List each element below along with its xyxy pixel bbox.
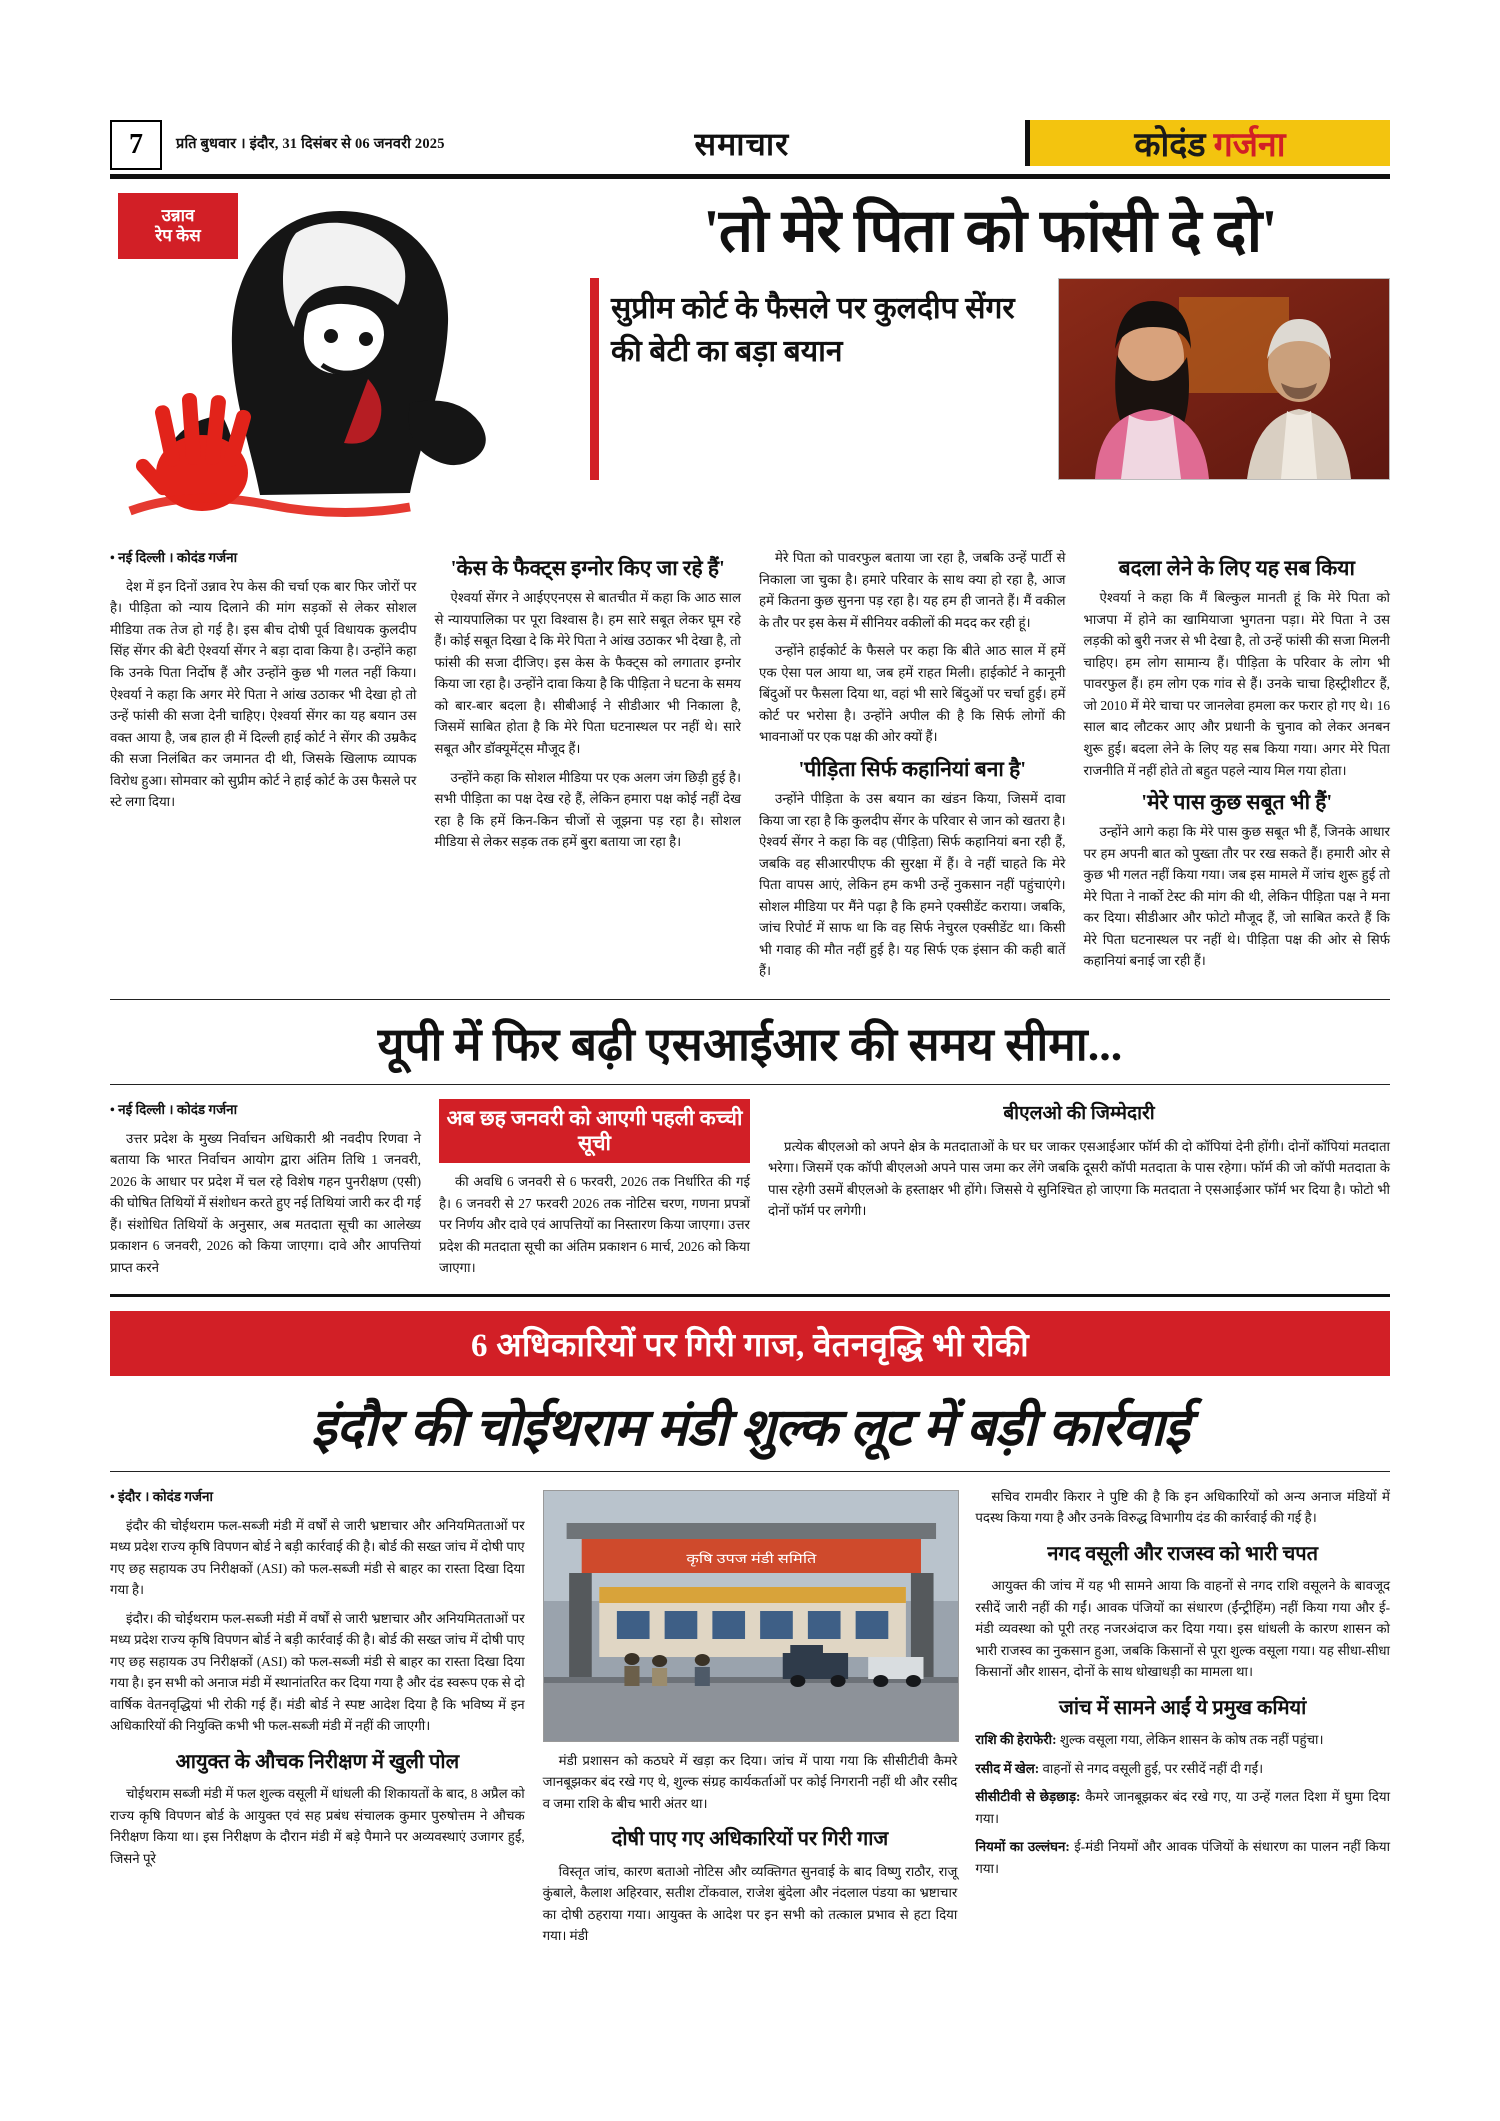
story2-column-3 <box>768 1099 1390 1286</box>
story3-bullet-2-text: वाहनों से नगद वसूली हुई, पर रसीदें नहीं दी गईं। <box>1042 1760 1264 1776</box>
divider-4 <box>110 1471 1390 1472</box>
lead-col2-p1: ऐश्वर्या सेंगर ने आईएएनएस से बातचीत में कहा कि आठ साल से न्यायपालिका पर पूरा विश्वास है। हम सारे सबूत लेकर घूम रहे हैं। कोई सबूत दिखा दे कि मेरे पिता ने आंख उठाकर भी देखा है, तो फांसी की सजा दीजिए। इस केस के फैक्ट्स को लगातार इग्नोर किया जा रहा है। उन्होंने दावा किया है कि पीड़िता ने घटना के समय को बार-बार बदला है। सीबीआई ने सीडीआर भी निकाला है, जिसमें साबित होता है कि मेरे पिता घटनास्थल पर नहीं थे। सारे सबूत और डॉक्यूमेंट्स मौजूद हैं। <box>434 590 741 756</box>
story2-col3-head: बीएलओ की जिम्मेदारी <box>1003 1102 1155 1124</box>
brand-logo <box>1025 120 1390 166</box>
story2-redbar: अब छह जनवरी को आएगी पहली कच्ची सूची <box>439 1099 750 1163</box>
story3-col3-head1: नगद वसूली और राजस्व को भारी चपत <box>1047 1542 1319 1565</box>
story3-column-2 <box>543 1486 958 1954</box>
story3-bullet-2-label: रसीद में खेल: <box>975 1760 1040 1776</box>
story2-col3-p1: प्रत्येक बीएलओ को अपने क्षेत्र के मतदाताओं के घर घर जाकर एसआईआर फॉर्म की दो कॉपियां देनी होंगी। दोनों कॉपियां मतदाता भरेगा। जिसमें एक कॉपी बीएलओ अपने पास जमा कर लेंगे जबकि दूसरी कॉपी मतदाता के पास रहेगा। फॉर्म की जो कॉपी मतदाता के पास रहेगी उसमें बीएलओ के हस्ताक्षर भी होंगे। जिससे ये सुनिश्चित हो जाएगा कि मतदाता ने एसआईआर फॉर्म भर दिया है। फोटो भी दोनों फॉर्म पर लगेगी। <box>768 1138 1390 1219</box>
svg-text:कृषि उपज मंडी समिति: कृषि उपज मंडी समिति <box>685 1552 817 1567</box>
lead-column-2 <box>435 547 742 989</box>
lead-body-columns <box>110 547 1390 989</box>
story3-col1-p1: इंदौर की चोईथराम फल-सब्जी मंडी में वर्षों से जारी भ्रष्टाचार और अनियमितताओं पर मध्य प्रदेश राज्य कृषि विपणन बोर्ड ने बड़ी कार्रवाई की है। बोर्ड की सख्त जांच में दोषी पाए गए छह सहायक उप निरीक्षकों (ASI) को फल-सब्जी मंडी से बाहर का रास्ता दिखा दिया गया है। <box>110 1517 525 1598</box>
lead-subheadline: सुप्रीम कोर्ट के फैसले पर कुलदीप सेंगर की बेटी का बड़ा बयान <box>590 278 1044 480</box>
brand-name-right: गर्जना <box>1213 127 1286 164</box>
story3-bullet-2 <box>975 1758 1390 1780</box>
story2-col1-p1: उत्तर प्रदेश के मुख्य निर्वाचन अधिकारी श्री नवदीप रिणवा ने बताया कि भारत निर्वाचन आयोग द्वारा अंतिम तिथि 1 जनवरी, 2026 के आधार पर प्रदेश में चल रहे विशेष गहन पुनरीक्षण (एसी) की घोषित तिथियों में संशोधन करते हुए नई तिथियां जारी कर दी गई हैं। संशोधित तिथियों के अनुसार, अब मतदाता सूची का आलेख्य प्रकाशन 6 जनवरी, 2026 को किया जाएगा। दावे और आपत्तियां प्राप्त करने <box>110 1130 421 1275</box>
story3-bullet-1-label: राशि की हेराफेरी: <box>975 1732 1057 1748</box>
story3-columns <box>110 1486 1390 1954</box>
story3-headline: इंदौर की चोईथराम मंडी शुल्क लूट में बड़ी कार्रवाई <box>310 1399 1190 1457</box>
lead-col4-p1: ऐश्वर्या ने कहा कि मैं बिल्कुल मानती हूं कि मेरे पिता को भाजपा में होने का खामियाजा भुगतना पड़ा। मेरे पिता ने उस लड़की को बुरी नजर से भी देखा है, तो उन्हें फांसी की सजा मिलनी चाहिए। हम लोग सामान्य हैं। पीड़िता के परिवार के लोग भी पावरफुल हैं। हम लोग एक गांव से हैं। उनके चाचा हिस्ट्रीशीटर हैं, जो 2010 में मेरे चाचा पर जानलेवा हमला कर फरार हो गए थे। 16 साल बाद लौटकर आए और प्रधानी के चुनाव को लेकर अनबन शुरू हुई। बदला लेने के लिए यह सब किया गया। अगर मेरे पिता राजनीति में नहीं होते तो बहुत पहले न्याय मिल गया होता। <box>1083 590 1390 778</box>
story3-bullet-4-label: नियमों का उल्लंघन: <box>975 1839 1070 1855</box>
lead-col4-subhead-2: 'मेरे पास कुछ सबूत भी हैं' <box>1141 790 1333 815</box>
story-tag-badge <box>118 193 238 259</box>
story3-col3-p1: सचिव रामवीर किरार ने पुष्टि की है कि इन अधिकारियों को अन्य अनाज मंडियों में पदस्थ किया गया है और उनके विरुद्ध विभागीय दंड की कार्रवाई की गई है। <box>975 1488 1391 1526</box>
divider-2 <box>110 1084 1390 1085</box>
lead-headline-block <box>580 193 1390 533</box>
story3-col2-p1: मंडी प्रशासन को कठघरे में खड़ा कर दिया। जांच में पाया गया कि सीसीटीवी कैमरे जानबूझकर बंद रखे गए थे, शुल्क संग्रह कार्यकर्ताओं पर कोई निगरानी नहीं थी और रसीद व जमा राशि के बीच भारी अंतर था। <box>542 1752 958 1811</box>
lead-story <box>110 193 1390 533</box>
lead-col2-subhead: 'केस के फैक्ट्स इग्नोर किए जा रहे हैं' <box>450 556 725 580</box>
mandi-photo-svg <box>544 1491 959 1741</box>
mandi-photo <box>543 1490 960 1742</box>
lead-col3-p3: उन्होंने पीड़िता के उस बयान का खंडन किया, जिसमें दावा किया जा रहा है कि कुलदीप सेंगर के परिवार से जान को खतरा है। ऐश्वर्य सेंगर ने कहा कि वह (पीड़िता) सिर्फ कहानियां बना रही हैं, जबकि वह सीआरपीएफ की सुरक्षा में हैं। वे नहीं चाहते कि मेरे पिता वापस आएं, लेकिन हम कभी उन्हें नुकसान नहीं पहुंचाएंगे। सोशल मीडिया पर मैंने पढ़ा है कि हमने एक्सीडेंट कराया। जबकि, जांच रिपोर्ट में साफ था कि वह सिर्फ नेचुरल एक्सीडेंट था। किसी भी गवाह की मौत नहीं हुई है। यह सिर्फ एक इंसान की कही बातें हैं। <box>759 791 1066 979</box>
lead-col4-subhead-1: बदला लेने के लिए यह सब किया <box>1118 556 1355 580</box>
story3-col1-p2: इंदौर। की चोईथराम फल-सब्जी मंडी में वर्षों से जारी भ्रष्टाचार और अनियमितताओं पर मध्य प्रदेश राज्य कृषि विपणन बोर्ड ने बड़ी कार्रवाई की है। बोर्ड की सख्त जांच में दोषी पाए गए छह सहायक उप निरीक्षकों (ASI) को फल-सब्जी मंडी से बाहर का रास्ता दिखा दिया गया है। इन सभी को अनाज मंडी में स्थानांतरित कर दिया गया है और दंड स्वरूप एक से दो वार्षिक वेतनवृद्धियां भी रोकी गई हैं। मंडी बोर्ड ने स्पष्ट आदेश दिया है कि भविष्य में इन अधिकारियों की नियुक्ति कभी भी फल-सब्जी मंडी में नहीं की जाएगी। <box>110 1610 525 1734</box>
lead-column-3 <box>759 547 1066 989</box>
lead-col4-p2: उन्होंने आगे कहा कि मेरे पास कुछ सबूत भी हैं, जिनके आधार पर हम अपनी बात को पुख्ता तौर पर रख सकते हैं। हमारी ओर से कुछ भी गलत नहीं किया गया। जब इस मामले में जांच शुरू हुई तो मेरे पिता ने नार्को टेस्ट की मांग की थी, लेकिन पीड़िता पक्ष ने मना कर दिया। सीडीआर और फोटो मौजूद हैं, जो साबित करते हैं कि मेरे पिता घटनास्थल पर नहीं थे। पीड़िता पक्ष की ओर से सिर्फ कहानियां बनाई जा रही हैं। <box>1083 824 1390 969</box>
story3-bullet-1 <box>975 1729 1390 1751</box>
lead-col3-subhead: 'पीड़िता सिर्फ कहानियां बना है' <box>798 756 1027 781</box>
story3-col1-p3: चोईथराम सब्जी मंडी में फल शुल्क वसूली में धांधली की शिकायतों के बाद, 8 अप्रैल को राज्य कृषि विपणन बोर्ड के आयुक्त एवं सह प्रबंध संचालक कुमार पुरुषोत्तम ने औचक निरीक्षण किया था। इस निरीक्षण के दौरान मंडी में बड़े पैमाने पर अव्यवस्थाएं उजागर हुईं, जिसने पूरे <box>110 1786 525 1866</box>
masthead-center <box>459 120 1025 166</box>
story3-column-3 <box>975 1486 1390 1954</box>
lead-dateline: • नई दिल्ली । कोदंड गर्जना <box>110 550 238 565</box>
story-tag-line2: रेप केस <box>155 226 201 245</box>
story2-headline: यूपी में फिर बढ़ी एसआईआर की समय सीमा... <box>377 1018 1123 1070</box>
lead-illustration-wrap <box>110 193 580 533</box>
story3-bullet-4-text: ई-मंडी नियमों और आवक पंजियों के संधारण का पालन नहीं किया गया। <box>975 1839 1391 1876</box>
story-tag-line1: उन्नाव <box>161 206 195 226</box>
lead-subblock <box>590 278 1390 480</box>
story3-col3-head2: जांच में सामने आईं ये प्रमुख कमियां <box>1059 1696 1307 1719</box>
masthead-section-title: समाचार <box>694 125 790 162</box>
story2-column-1 <box>110 1099 421 1286</box>
lead-column-1 <box>110 547 417 989</box>
story3-bullet-4 <box>975 1836 1390 1879</box>
lead-col2-p2: उन्होंने कहा कि सोशल मीडिया पर एक अलग जंग छिड़ी हुई है। सभी पीड़िता का पक्ष देख रहे हैं, लेकिन हमारा पक्ष कोई नहीं देख रहा है कि हमें किन-किन चीजों से जूझना पड़ रहा है। सोशल मीडिया से लेकर सड़क तक हमें बुरा बताया जा रहा है। <box>434 769 741 850</box>
story3-bullet-1-text: शुल्क वसूला गया, लेकिन शासन के कोष तक नहीं पहुंचा। <box>1059 1732 1324 1748</box>
story2-dateline: • नई दिल्ली । कोदंड गर्जना <box>110 1101 238 1117</box>
lead-col1-p1: देश में इन दिनों उन्नाव रेप केस की चर्चा एक बार फिर जोरों पर है। पीड़िता को न्याय दिलाने की मांग सड़कों से लेकर सोशल मीडिया तक तेज हो गई है। इस बीच दोषी पूर्व विधायक कुलदीप सिंह सेंगर की बेटी ऐश्वर्या सेंगर ने बड़ा दावा किया है। उन्होंने कहा कि उनके पिता निर्दोष हैं और उन्होंने कुछ भी गलत नहीं किया। ऐश्वर्या ने कहा कि अगर मेरे पिता ने आंख उठाकर भी देखा हो तो उन्हें फांसी की सजा देनी चाहिए। ऐश्वर्या सेंगर का यह बयान उस वक्त आया है, जब हाल ही में दिल्ली हाई कोर्ट ने सेंगर की उम्रकैद की सजा निलंबित कर जमानत दी थी, जिसके खिलाफ व्यापक विरोध हुआ। सोमवार को सुप्रीम कोर्ट ने हाई कोर्ट के उस फैसले पर स्टे लगा दिया। <box>110 578 417 810</box>
story3-col3-p2: आयुक्त की जांच में यह भी सामने आया कि वाहनों से नगद राशि वसूलने के बावजूद रसीदें जारी नहीं की गईं। आवक पंजियों का संधारण (ईंन्ट्रीहिंम) नहीं किया गया और ई-मंडी व्यवस्था को पूरी तरह नजरअंदाज कर दिया गया। इस धांधली के कारण शासन को भारी राजस्व का नुकसान हुआ, जबकि किसानों से पूरा शुल्क वसूला गया। यह सीधा-सीधा किसानों और शासन, दोनों के साथ धोखाधड़ी का मामला था। <box>975 1578 1391 1680</box>
masthead-rule <box>110 174 1390 179</box>
story3-bullet-3-label: सीसीटीवी से छेड़छाड़: <box>975 1789 1081 1805</box>
lead-col3-p2: उन्होंने हाईकोर्ट के फैसले पर कहा कि बीते आठ साल में हमें एक ऐसा पल आया था, जब हमें राहत मिली। हाईकोर्ट ने कानूनी बिंदुओं पर फैसला दिया था, वहां भी सारे बिंदुओं पर चर्चा हुई। हमें कोर्ट पर भरोसा है। उन्होंने अपील की है कि सिर्फ लोगों की भावनाओं पर एक पक्ष की ओर क्यों हैं। <box>759 643 1066 745</box>
story3-col2-head: दोषी पाए गए अधिकारियों पर गिरी गाज <box>611 1828 889 1851</box>
story3-column-1 <box>110 1486 525 1954</box>
divider-3 <box>110 1294 1390 1297</box>
story3-col2-p2: विस्तृत जांच, कारण बताओ नोटिस और व्यक्तिगत सुनवाई के बाद विष्णु राठौर, राजू कुंबाले, कैलाश अहिरवार, सतीश टोंकवाल, राजेश बुंदेला और नंदलाल पंडया का भ्रष्टाचार का दोषी ठहराया गया। आयुक्त के आदेश पर इन सभी को तत्काल प्रभाव से हटा दिया गया। मंडी <box>542 1863 958 1944</box>
story2-column-2 <box>439 1099 750 1286</box>
page-number: 7 <box>110 120 162 170</box>
story3-col1-head2: आयुक्त के औचक निरीक्षण में खुली पोल <box>175 1751 460 1774</box>
story2-columns <box>110 1099 1390 1286</box>
story3-bullet-3-text: कैमरे जानबूझकर बंद रखे गए, या उन्हें गलत दिशा में घुमा दिया गया। <box>975 1789 1391 1826</box>
lead-col3-p1: मेरे पिता को पावरफुल बताया जा रहा है, जबकि उन्हें पार्टी से निकाला जा चुका है। हमारे परिवार के साथ क्या हो रहा है, आज हमें कितना कुछ सुनना पड़ रहा है। यह हम ही जानते हैं। मैं वकील के तौर पर इस केस में सीनियर वकीलों की मदद कर रही हूं। <box>759 550 1066 630</box>
brand-name-left: कोदंड <box>1134 127 1206 164</box>
masthead-date: प्रति बुधवार । इंदौर, 31 दिसंबर से 06 जनवरी 2025 <box>176 136 445 152</box>
lead-column-4 <box>1084 547 1391 989</box>
lead-photo <box>1058 278 1390 480</box>
masthead <box>110 120 1390 166</box>
lead-photo-svg <box>1059 279 1389 479</box>
lead-headline: 'तो मेरे पिता को फांसी दे दो' <box>703 198 1277 264</box>
divider-1 <box>110 999 1390 1000</box>
story3-banner: 6 अधिकारियों पर गिरी गाज, वेतनवृद्धि भी रोकी <box>110 1311 1390 1376</box>
story2-col2-p1: की अवधि 6 जनवरी से 6 फरवरी, 2026 तक निर्धारित की गई है। 6 जनवरी से 27 फरवरी 2026 तक नोटिस चरण, गणना प्रपत्रों पर निर्णय और दावे एवं आपत्तियों का निस्तारण किया जाएगा। उत्तर प्रदेश की मतदाता सूची का अंतिम प्रकाशन 6 मार्च, 2026 को किया जाएगा। <box>439 1174 750 1276</box>
story3-bullet-3 <box>975 1786 1390 1829</box>
story3-dateline: • इंदौर । कोदंड गर्जना <box>110 1488 214 1504</box>
